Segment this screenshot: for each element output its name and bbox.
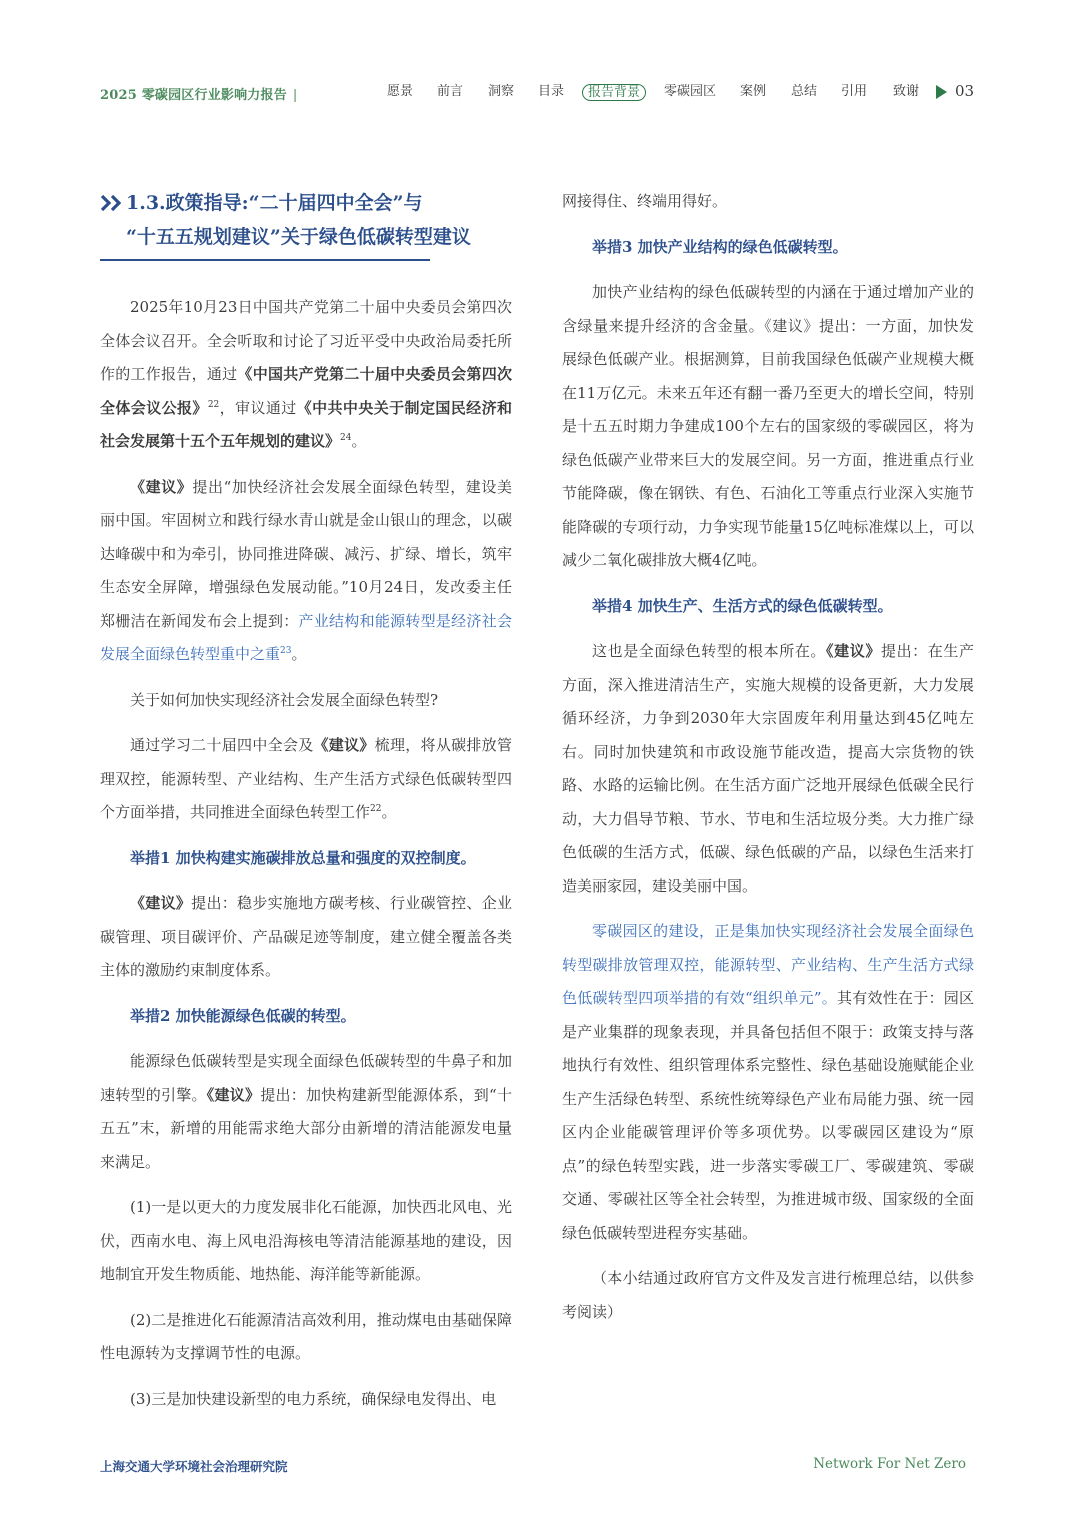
footer-brand: Network For Net Zero — [813, 1456, 966, 1472]
nav-item-background[interactable]: 报告背景 — [582, 84, 646, 101]
paragraph-item-3: (3)三是加快建设新型的电力系统，确保绿电发得出、电 — [130, 1389, 497, 1408]
paragraph-note: （本小结通过政府官方文件及发言进行梳理总结，以供参考阅读） — [562, 1269, 974, 1321]
measure-1-heading: 举措1 加快构建实施碳排放总量和强度的双控制度。 — [130, 848, 476, 867]
paragraph-question: 关于如何加快实现经济社会发展全面绿色转型? — [130, 690, 439, 709]
section-title-line2: “十五五规划建议”关于绿色低碳转型建议 — [126, 226, 471, 248]
paragraph-measure-3: 加快产业结构的绿色低碳转型的内涵在于通过增加产业的含绿量来提升经济的含金量。《建议》提出：一方面，加快发展绿色低碳产业。根据测算，目前我国绿色低碳产业规模大概在11万亿元。未来五年还有翻一番乃至更大的增长空间，特别是十五五时期力争建成100个左右的国家级的零碳园区，将为绿色低碳产业带来巨大的发展空间。另一方面，推进重点行业节能降碳，像在钢铁、有色、石油化工等重点行业深入实施节能降碳的专项行动，力争实现节能量15亿吨标准煤以上，可以减少二氧化碳排放大概4亿吨。 — [562, 283, 974, 569]
section-underline — [100, 259, 430, 261]
nav-item-zero-carbon-park[interactable]: 零碳园区 — [664, 84, 717, 99]
footer-institution: 上海交通大学环境社会治理研究院 — [100, 1459, 288, 1474]
section-title-line1: 1.3.政策指导:“二十届四中全会”与 — [126, 192, 423, 214]
nav-item-acknowledgements[interactable]: 致谢 — [893, 84, 920, 99]
nav-item-preface[interactable]: 前言 — [437, 84, 464, 99]
paragraph-measure-1: 《建议》提出：稳步实施地方碳考核、行业碳管控、企业碳管理、项目碳评价、产品碳足迹等制度，建立健全覆盖各类主体的激励约束制度体系。 — [100, 894, 512, 979]
page-header — [0, 0, 1080, 120]
paragraph-item-1: (1)一是以更大的力度发展非化石能源，加快西北风电、光伏，西南水电、海上风电沿海核电等清洁能源基地的建设，因地制宜开发生物质能、地热能、海洋能等新能源。 — [100, 1198, 512, 1283]
report-title-text: 2025 零碳园区行业影响力报告 — [100, 88, 287, 103]
measure-4-heading: 举措4 加快生产、生活方式的绿色低碳转型。 — [592, 596, 893, 615]
double-chevron-right-icon — [100, 193, 124, 213]
paragraph-plenum: 2025年10月23日中国共产党第二十届中央委员会第四次全体会议召开。全会听取和讨论了习近平受中央政治局委托所作的工作报告，通过《中国共产党第二十届中央委员会第四次全体会议公报》$^{22}$，审议通过《中共中央关于制定国民经济和社会发展第十五个五年规划的建议》$^{24}$。 — [100, 298, 512, 450]
paragraph-proposal: 《建议》提出“加快经济社会发展全面绿色转型，建设美丽中国。牢固树立和践行绿水青山就是金山银山的理念，以碳达峰碳中和为牵引，协同推进降碳、减污、扩绿、增长，筑牢生态安全屏障，增强绿色发展动能。”10月24日，发改委主任郑栅洁在新闻发布会上提到：产业结构和能源转型是经济社会发展全面绿色转型重中之重$^{23}$。 — [100, 477, 512, 663]
nav-item-insight[interactable]: 洞察 — [488, 84, 515, 99]
section-heading — [100, 185, 512, 261]
paragraph-measure-2: 能源绿色低碳转型是实现全面绿色低碳转型的牛鼻子和加速转型的引擎。《建议》提出：加快构建新型能源体系，到“十五五”末，新增的用能需求绝大部分由新增的清洁能源发电量来满足。 — [100, 1052, 512, 1171]
nav-item-summary[interactable]: 总结 — [791, 84, 818, 99]
measure-2-heading: 举措2 加快能源绿色低碳的转型。 — [130, 1006, 356, 1025]
play-icon[interactable] — [936, 85, 947, 99]
right-column — [562, 185, 974, 1329]
title-separator: | — [292, 88, 298, 103]
nav-item-contents[interactable]: 目录 — [538, 84, 565, 99]
nav-item-references[interactable]: 引用 — [841, 84, 868, 99]
nav-item-cases[interactable]: 案例 — [740, 84, 767, 99]
measure-3-heading: 举措3 加快产业结构的绿色低碳转型。 — [592, 237, 848, 256]
paragraph-continuation: 网接得住、终端用得好。 — [562, 192, 728, 210]
nav-item-vision[interactable]: 愿景 — [387, 84, 414, 99]
paragraph-item-2: (2)二是推进化石能源清洁高效利用，推动煤电由基础保障性电源转为支撑调节性的电源。 — [100, 1310, 512, 1362]
left-column — [100, 185, 512, 1416]
page-number: 03 — [955, 82, 975, 100]
top-nav — [0, 82, 1080, 104]
paragraph-measure-4: 这也是全面绿色转型的根本所在。《建议》提出：在生产方面，深入推进清洁生产，实施大规模的设备更新，大力发展循环经济，力争到2030年大宗固废年利用量达到45亿吨左右。同时加快建筑和市政设施节能改造，提高大宗货物的铁路、水路的运输比例。在生活方面广泛地开展绿色低碳全民行动，大力倡导节粮、节水、节电和生活垃圾分类。大力推广绿色低碳的生活方式，低碳、绿色低碳的产品，以绿色生活来打造美丽家园，建设美丽中国。 — [562, 642, 974, 895]
paragraph-four-measures: 通过学习二十届四中全会及《建议》梳理，将从碳排放管理双控，能源转型、产业结构、生产生活方式绿色低碳转型四个方面举措，共同推进全面绿色转型工作$^{22}$。 — [100, 736, 512, 821]
paragraph-zero-carbon-park: 零碳园区的建设，正是集加快实现经济社会发展全面绿色转型碳排放管理双控，能源转型、产业结构、生产生活方式绿色低碳转型四项举措的有效“组织单元”。其有效性在于：园区是产业集群的现象表现，并具备包括但不限于：政策支持与落地执行有效性、组织管理体系完整性、绿色基础设施赋能企业生产生活绿色转型、系统性统筹绿色产业布局能力强、统一园区内企业能碳管理评价等多项优势。以零碳园区建设为“原点”的绿色转型实践，进一步落实零碳工厂、零碳建筑、零碳交通、零碳社区等全社会转型，为推进城市级、国家级的全面绿色低碳转型进程夯实基础。 — [562, 922, 974, 1242]
